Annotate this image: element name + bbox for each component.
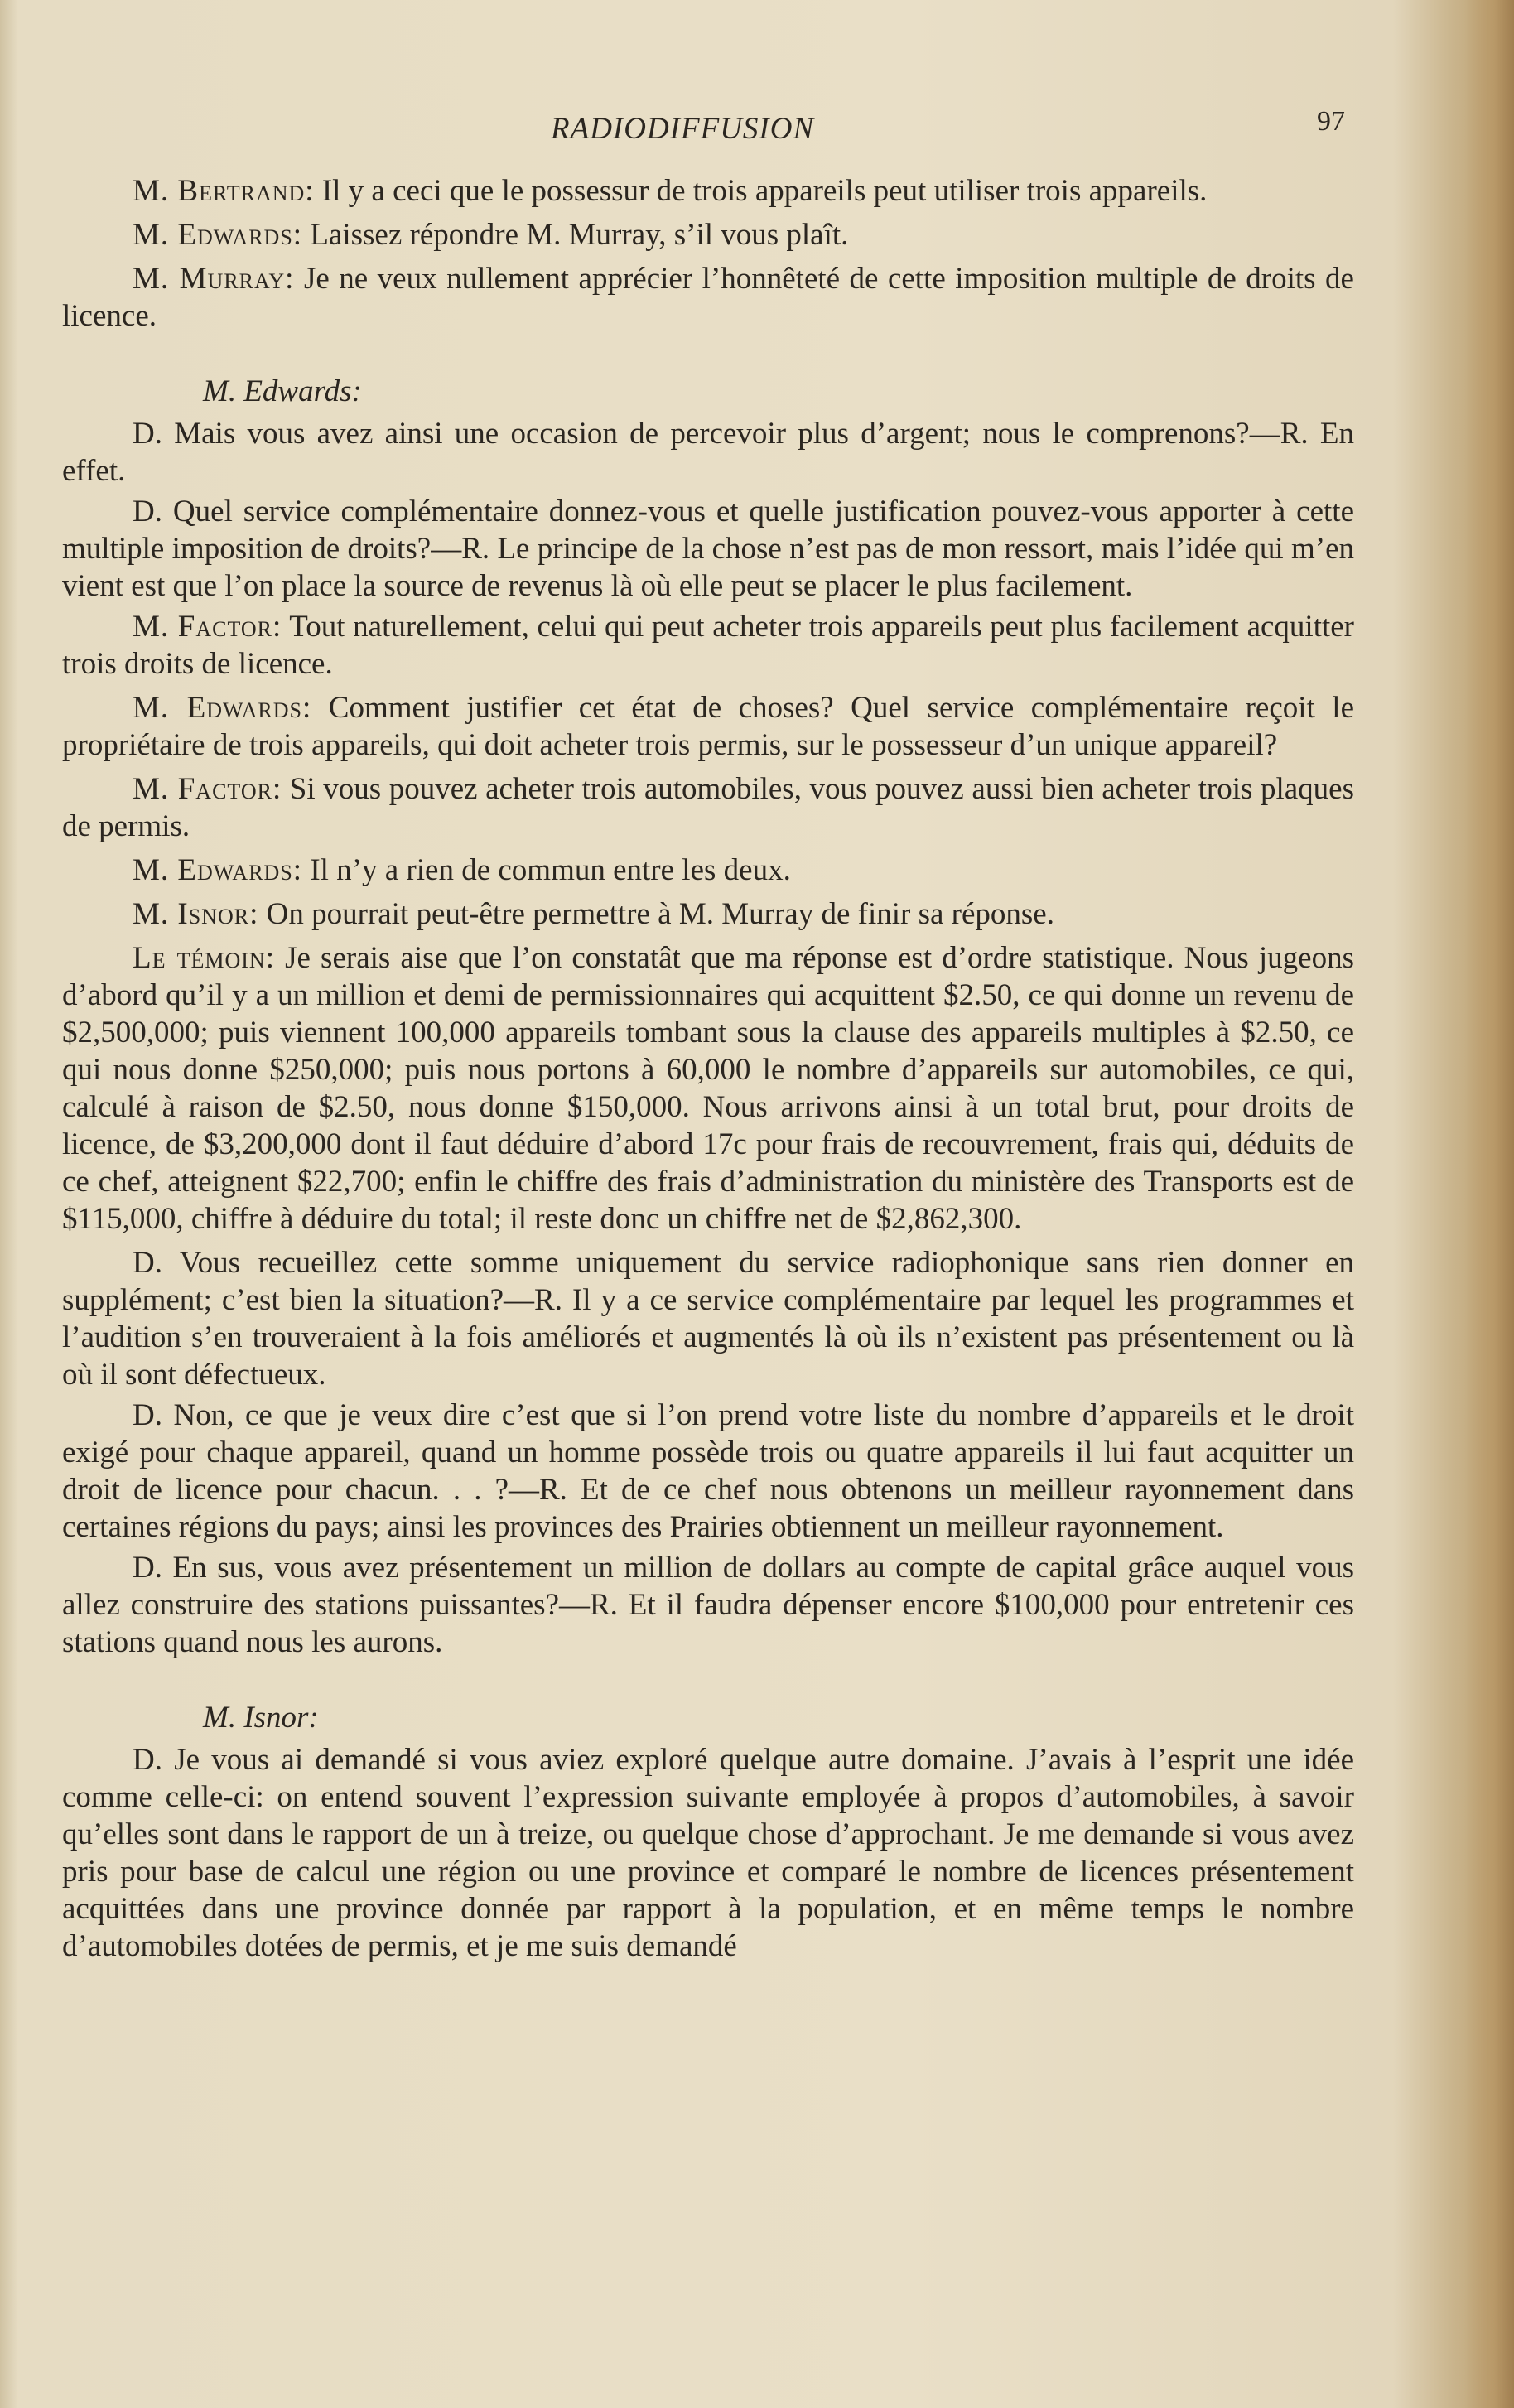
question-answer-paragraph: D. En sus, vous avez présentement un million de dollars au compte de capital grâce auquel vous allez construire des stations puissantes?—R. Et il faudra dépenser encore $100,000 pour entretenir ces stations quand nous les aurons.	[62, 1551, 1354, 1659]
speaker-name: Le témoin:	[133, 941, 275, 975]
question-answer-paragraph: D. Mais vous avez ainsi une occasion de percevoir plus d’argent; nous le comprenons?—R. En effet.	[62, 417, 1354, 488]
page-header	[0, 106, 1514, 156]
speech-text: Tout naturellement, celui qui peut acheter trois appareils peut plus facilement acquitter trois droits de licence.	[62, 610, 1354, 681]
question-answer-paragraph: D. Je vous ai demandé si vous aviez exploré quelque autre domaine. J’avais à l’esprit une idée comme celle-ci: on entend souvent l’expression suivante employée à propos d’automobiles, à savoir qu’elles sont dans le rapport de un à treize, ou quelque chose d’approchant. Je me demande si vous avez pris pour base de calcul une région ou une province et comparé le nombre de licences présentement acquittées dans une province donnée par rapport à la population, et en même temps le nombre d’automobiles dotées de permis, et je me suis demandé	[62, 1743, 1354, 1963]
speech-paragraph	[62, 172, 1354, 210]
speaker-name: M. Murray:	[133, 262, 295, 296]
speech-text: On pourrait peut-être permettre à M. Murray de finir sa réponse.	[258, 897, 1054, 931]
speech-text: Je serais aise que l’on constatât que ma réponse est d’ordre statistique. Nous jugeons d’abord qu’il y a un million et demi de permissionnaires qui acquittent $2.50, ce qui donne un revenu de $2,500,000; puis viennent 100,000 appareils tombant sous la clause des appareils multiples à $2.50, ce qui nous donne $250,000; puis nous portons à 60,000 le nombre d’appareils sur automobiles, ce qui, calculé à raison de $2.50, nous donne $150,000. Nous arrivons ainsi à un total brut, pour droits de licence, de $3,200,000 dont il faut déduire d’abord 17c pour frais de recouvrement, frais qui, déduits de ce chef, atteignent $22,700; enfin le chiffre des frais d’administration du ministère des Transports est de $115,000, chiffre à déduire du total; il reste donc un chiffre net de $2,862,300.	[62, 941, 1354, 1236]
body-text	[62, 172, 1354, 1968]
speaker-name: M. Edwards:	[133, 218, 303, 252]
speech-paragraph	[62, 770, 1354, 845]
page-edge-shadow	[1464, 0, 1514, 2408]
page-number: 97	[1317, 106, 1345, 137]
speech-text: Je ne veux nullement apprécier l’honnêteté de cette imposition multiple de droits de licence.	[62, 262, 1354, 333]
speech-paragraph	[62, 608, 1354, 683]
speaker-name: M. Isnor:	[133, 897, 259, 931]
speaker-name: M. Bertrand:	[133, 174, 315, 208]
speech-text: Comment justifier cet état de choses? Quel service complémentaire reçoit le propriétaire de trois appareils, qui doit acheter trois permis, sur le possesseur d’un unique appareil?	[62, 691, 1354, 762]
speaker-name: M. Edwards:	[133, 853, 303, 887]
speech-text: Si vous pouvez acheter trois automobiles, vous pouvez aussi bien acheter trois plaques de permis.	[62, 772, 1355, 843]
speech-paragraph	[62, 895, 1354, 933]
question-answer-paragraph: D. Non, ce que je veux dire c’est que si l’on prend votre liste du nombre d’appareils et le droit exigé pour chaque appareil, quand un homme possède trois ou quatre appareils il lui faut acquitter un droit de licence pour chacun. . . ?—R. Et de ce chef nous obtenons un meilleur rayonnement dans certaines régions du pays; ainsi les provinces des Prairies obtiennent un meilleur rayonnement.	[62, 1398, 1354, 1544]
question-answer-paragraph: D. Vous recueillez cette somme uniquement du service radiophonique sans rien donner en supplément; c’est bien la situation?—R. Il y a ce service complémentaire par lequel les programmes et l’audition s’en trouveraient à la fois améliorés et augmentés là où ils n’existent pas présentement ou là où il sont défectueux.	[62, 1246, 1354, 1392]
questioner-heading: M. Isnor:	[203, 1701, 319, 1735]
speaker-name: M. Edwards:	[133, 691, 312, 725]
speaker-name: M. Factor:	[133, 610, 282, 644]
questioner-heading: M. Edwards:	[203, 374, 362, 408]
speech-paragraph	[62, 689, 1354, 764]
speech-text: Il n’y a rien de commun entre les deux.	[302, 853, 791, 887]
speech-paragraph	[62, 939, 1354, 1238]
speech-text: Laissez répondre M. Murray, s’il vous plaît.	[302, 218, 849, 252]
speaker-name: M. Factor:	[133, 772, 282, 806]
speech-paragraph	[62, 852, 1354, 889]
speech-paragraph	[62, 260, 1354, 335]
running-title: RADIODIFFUSION	[551, 112, 815, 146]
speech-text: Il y a ceci que le possessur de trois appareils peut utiliser trois appareils.	[314, 174, 1208, 208]
speech-paragraph	[62, 216, 1354, 253]
question-answer-paragraph: D. Quel service complémentaire donnez-vous et quelle justification pouvez-vous apporter à cette multiple imposition de droits?—R. Le principe de la chose n’est pas de mon ressort, mais l’idée qui m’en vient est que l’on place la source de revenus là où elle peut se placer le plus facilement.	[62, 495, 1354, 603]
